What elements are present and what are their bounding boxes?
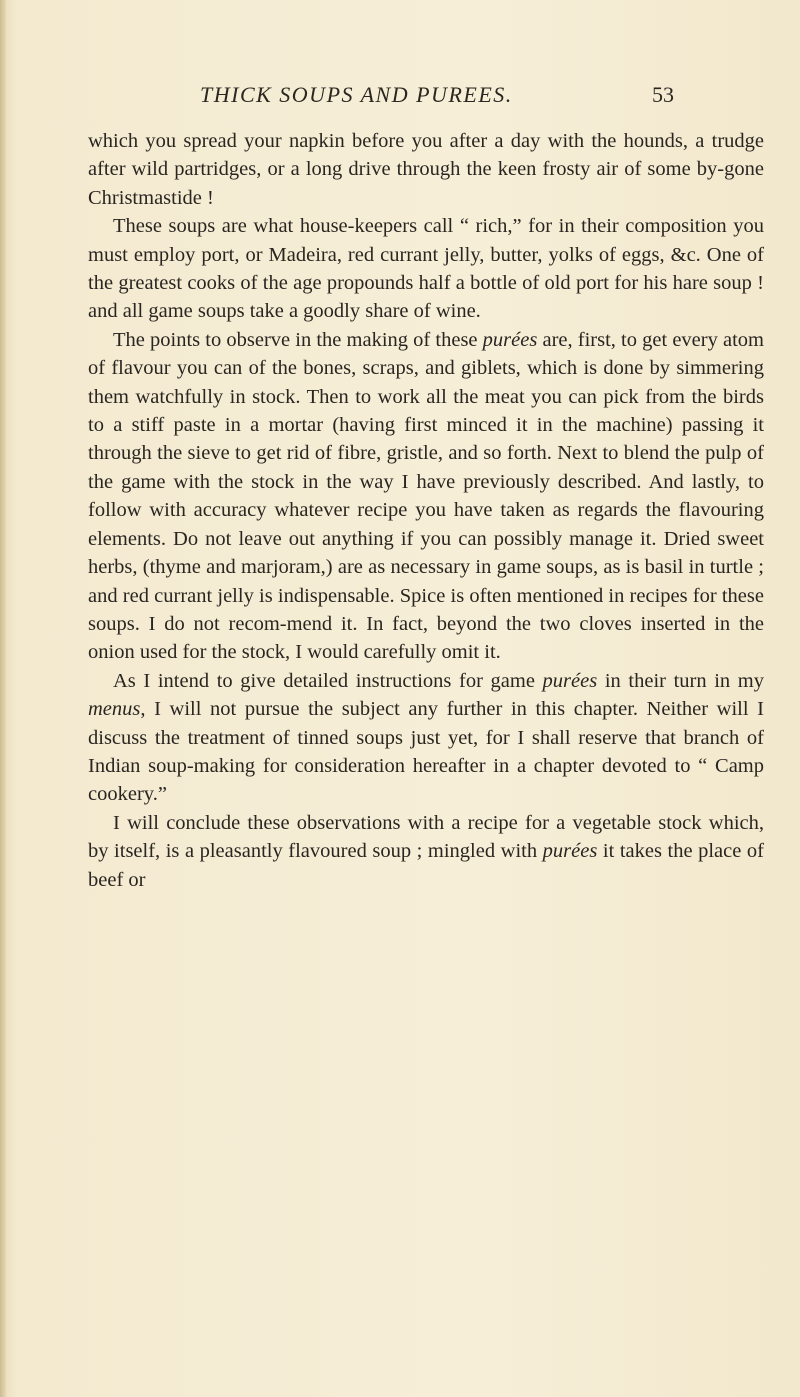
running-title: THICK SOUPS AND PUREES. — [200, 82, 513, 107]
italic-term: purées — [482, 328, 538, 351]
page-number: 53 — [652, 82, 674, 107]
text-run: As I intend to give detailed instructions for game — [113, 669, 543, 692]
paragraph-vegetable-stock — [88, 809, 764, 894]
body-text — [88, 127, 764, 894]
italic-term: purées — [542, 840, 598, 863]
paragraph-continued: which you spread your napkin before you after a day with the hounds, a trudge after wild partridges, or a long drive through the keen frosty air of some by-gone Christmastide ! — [88, 130, 764, 209]
italic-term: purées — [542, 669, 598, 692]
page-spine-edge — [0, 0, 6, 1397]
text-run: I will conclude these observations with a recipe for a vegetable stock which, by itself, is a pleasantly flavoured soup ; mingled with — [88, 811, 764, 863]
text-run: , I will not pursue the subject any further in this chapter. Neither will I discuss the treatment of tinned soups just yet, for I shall reserve that branch of Indian soup-making for consideration hereafter in a chapter devoted to “ Camp cookery.” — [88, 698, 764, 806]
text-run: The points to observe in the making of these — [113, 328, 483, 351]
text-run: are, first, to get every atom of flavour you can of the bones, scraps, and giblets, which is done by simmering them watchfully in stock. Then to work all the meat you can pick from the birds to a stiff paste in a mortar (having first minced it in the machine) passing it through the sieve to get rid of fibre, gristle, and so forth. Next to blend the pulp of the game with the stock in the way I have previously described. And lastly, to follow with accuracy whatever recipe you have taken as regards the flavouring elements. Do not leave out anything if you can possibly manage it. Dried sweet herbs, (thyme and marjoram,) are as necessary in game soups, as is basil in turtle ; and red currant jelly is indispensable. Spice is often mentioned in recipes for these soups. I do not recom-mend it. In fact, beyond the two cloves inserted in the onion used for the stock, I would carefully omit it. — [88, 328, 764, 664]
paragraph-rich-soups: These soups are what house-keepers call “ rich,” for in their composition you must employ port, or Madeira, red currant jelly, butter, yolks of eggs, &c. One of the greatest cooks of the age propounds half a bottle of old port for his hare soup ! and all game soups take a goodly share of wine. — [88, 215, 764, 323]
text-run: in their turn in my — [597, 669, 764, 692]
paragraph-game-purees — [88, 667, 764, 809]
paragraph-points-to-observe — [88, 326, 764, 667]
text-run: it takes the place of beef or — [88, 840, 764, 891]
italic-term: menus — [88, 698, 141, 721]
